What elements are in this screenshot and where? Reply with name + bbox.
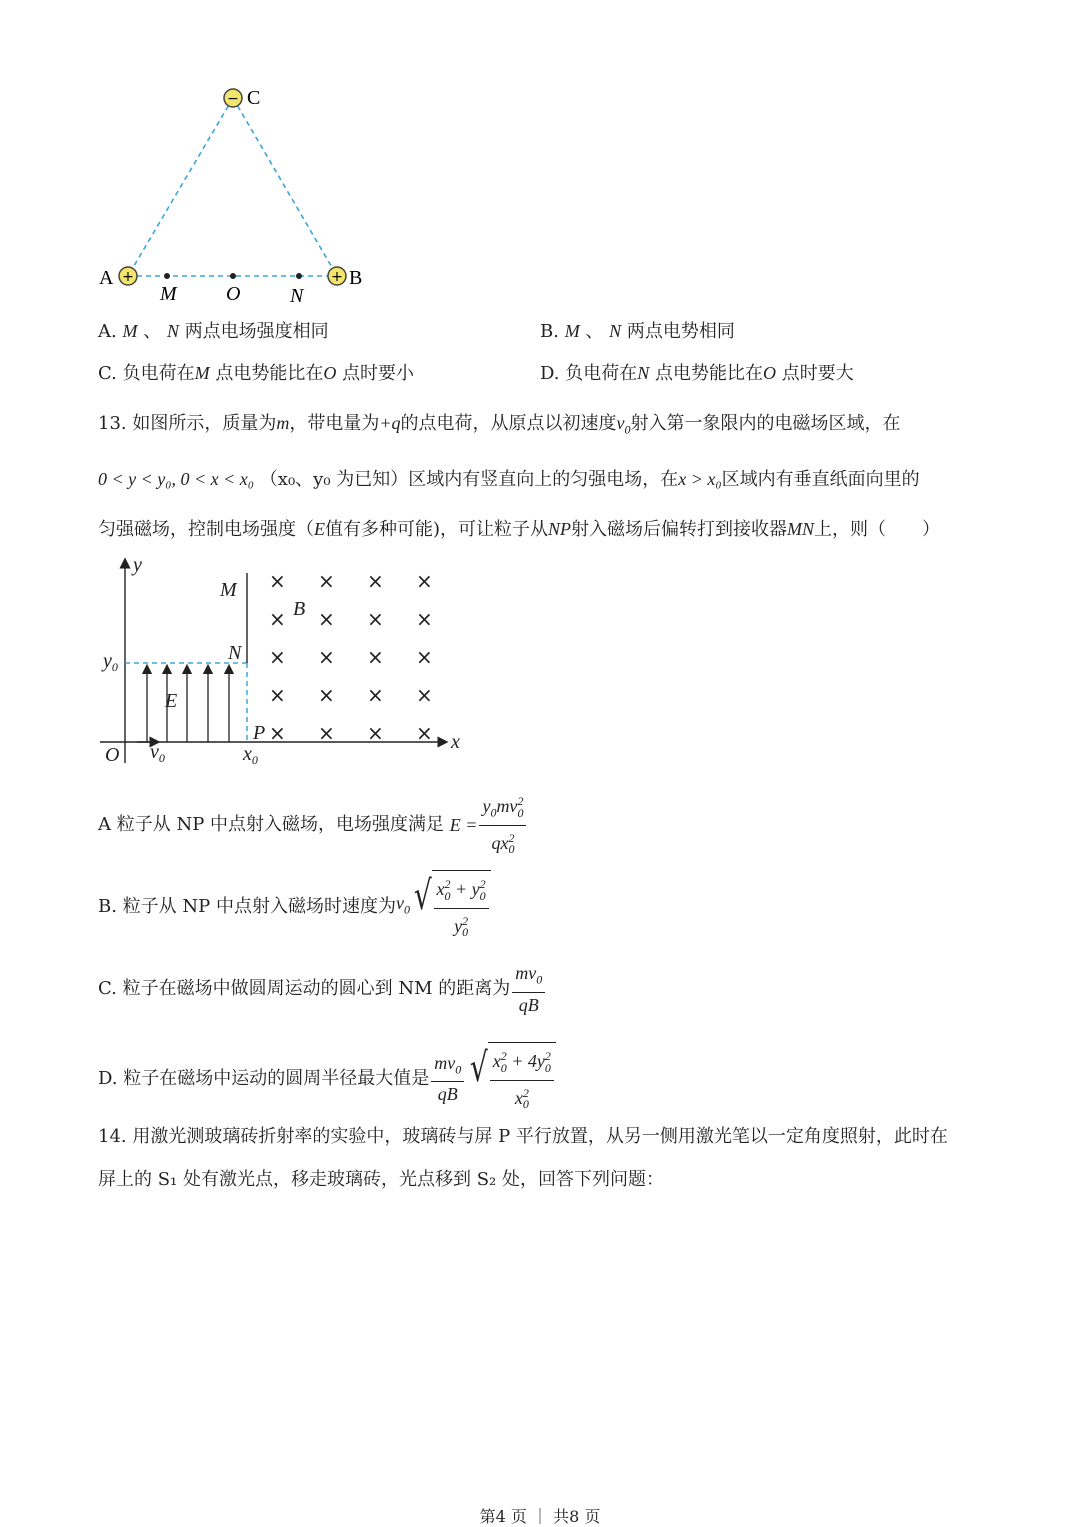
svg-text:×: × — [416, 569, 433, 593]
label-B: B — [349, 267, 363, 289]
svg-text:×: × — [416, 683, 433, 707]
option-letter: D. — [98, 1067, 118, 1089]
text: 点时要大 — [781, 363, 854, 384]
svg-text:×: × — [269, 645, 286, 669]
option-letter: C. — [98, 977, 117, 999]
text: 上，则（ ） — [814, 519, 941, 540]
text: 负电荷在 — [565, 363, 638, 384]
fraction-C: $\frac{mv_0}{qB}$ — [512, 962, 545, 1016]
condition: x > x₀ — [678, 469, 722, 489]
var: N — [166, 321, 179, 341]
var: NP — [548, 519, 572, 539]
B-field-crosses — [269, 569, 433, 745]
label-O: O — [105, 744, 120, 766]
text: 的点电荷，从原点以初速度 — [400, 413, 617, 434]
label-v0: $v_0$ — [150, 741, 165, 765]
fraction-A: $\frac{y_0mv^2_0}{qx^2_0}$ — [479, 790, 526, 860]
text: 屏上的 S₁ 处有激光点，移走玻璃砖，光点移到 S₂ 处，回答下列问题： — [98, 1169, 664, 1190]
var: O — [323, 363, 337, 383]
svg-text:×: × — [416, 721, 433, 745]
point-M — [164, 273, 170, 279]
charge-A — [119, 267, 137, 285]
option-text: 粒子在磁场中做圆周运动的圆心到 NM 的距离为 — [122, 977, 511, 999]
option-text: 粒子从 NP 中点射入磁场时速度为 — [122, 895, 396, 917]
svg-text:×: × — [367, 721, 384, 745]
page-footer — [0, 1504, 1080, 1527]
var: N — [609, 321, 622, 341]
fraction-D: $\frac{mv_0}{qB}$ — [431, 1052, 464, 1106]
svg-text:×: × — [367, 683, 384, 707]
v0-symbol: v — [616, 413, 625, 433]
label-y: y — [133, 555, 142, 576]
svg-text:×: × — [269, 721, 286, 745]
q13-line-1 — [98, 412, 901, 441]
sqrt-B: √ $\frac{x^2_0 + y^2_0}{y^2_0}$ — [410, 870, 491, 943]
svg-text:×: × — [367, 569, 384, 593]
text: ，带电量为 — [289, 413, 380, 434]
var: m — [276, 413, 290, 433]
option-letter: D. — [540, 363, 560, 384]
svg-text:×: × — [416, 607, 433, 631]
point-N — [296, 273, 302, 279]
charge-B — [328, 267, 346, 285]
text: 区域内有垂直纸面向里的 — [721, 469, 920, 490]
label-B: B — [293, 598, 306, 620]
var: N — [637, 363, 650, 383]
text: 射入磁场后偏转打到接收器 — [571, 519, 788, 540]
text: 负电荷在 — [122, 363, 195, 384]
question-number: 13. — [98, 413, 127, 434]
text: 、 — [585, 321, 604, 342]
svg-text:+: + — [122, 269, 134, 285]
condition: 0 < y < y₀, 0 < x < x₀ — [98, 469, 255, 489]
text: 如图所示，质量为 — [132, 413, 277, 434]
var: E — [314, 519, 325, 539]
svg-text:×: × — [318, 569, 335, 593]
option-letter: A — [98, 814, 111, 836]
var: M — [122, 321, 138, 341]
option-letter: B. — [540, 321, 559, 342]
label-x0: $x_0$ — [243, 743, 258, 767]
question-number: 14. — [98, 1126, 127, 1147]
label-C: C — [247, 87, 261, 109]
lhs: E = — [449, 815, 478, 836]
v0-symbol: $v_0$ — [396, 893, 410, 917]
E-field-arrows — [147, 669, 229, 742]
q13-option-D[interactable] — [98, 1042, 556, 1115]
label-y0: $y_0$ — [103, 650, 118, 674]
text: 点电势能比在 — [655, 363, 763, 384]
var: MN — [787, 519, 815, 539]
label-O: O — [226, 283, 241, 305]
label-M: M — [220, 579, 237, 601]
text: 两点电场强度相同 — [184, 321, 329, 342]
field-region-figure — [95, 555, 475, 770]
option-text: 粒子在磁场中运动的圆周半径最大值是 — [123, 1067, 430, 1089]
text: 用激光测玻璃砖折射率的实验中，玻璃砖与屏 P 平行放置，从另一侧用激光笔以一定角度照射，此时在 — [132, 1126, 948, 1147]
text: 射入第一象限内的电磁场区域，在 — [630, 413, 901, 434]
var: O — [763, 363, 776, 383]
option-letter: B. — [98, 895, 117, 917]
label-E: E — [165, 690, 178, 712]
label-M: M — [160, 283, 177, 305]
svg-text:×: × — [318, 645, 335, 669]
label-P: P — [253, 722, 266, 744]
page-number: 第4 页 ｜ 共8 页 — [479, 1507, 601, 1526]
text: 点电势能比在 — [215, 363, 324, 384]
text: 匀强磁场，控制电场强度（ — [98, 519, 314, 540]
label-x: x — [451, 731, 460, 753]
text: 点时要小 — [342, 363, 415, 384]
option-text: 粒子从 NP 中点射入磁场，电场强度满足 — [116, 814, 445, 836]
svg-text:×: × — [367, 645, 384, 669]
triangle-dashes — [128, 98, 337, 276]
svg-text:×: × — [318, 683, 335, 707]
svg-text:×: × — [269, 683, 286, 707]
text: （x₀、y₀ 为已知）区域内有竖直向上的匀强电场，在 — [259, 469, 679, 490]
q14-line-2 — [98, 1169, 664, 1191]
label-N: N — [290, 285, 304, 307]
label-A: A — [99, 267, 114, 289]
q13-line-2 — [98, 468, 920, 491]
charge-C — [224, 89, 242, 107]
var: +q — [379, 413, 401, 433]
q13-option-C[interactable] — [98, 962, 547, 1016]
q13-line-3 — [98, 518, 940, 541]
svg-text:×: × — [269, 569, 286, 593]
text: 两点电势相同 — [626, 321, 735, 342]
option-letter: A. — [98, 321, 117, 342]
var: M — [564, 321, 580, 341]
label-N: N — [228, 642, 242, 664]
svg-text:+: + — [331, 269, 343, 285]
svg-text:−: − — [227, 91, 239, 107]
svg-text:×: × — [269, 607, 286, 631]
sqrt-D: √ $\frac{x^2_0 + 4y^2_0}{x^2_0}$ — [466, 1042, 556, 1115]
text: 值有多种可能)，可让粒子从 — [325, 519, 549, 540]
sub: 0 — [624, 422, 631, 437]
text: 、 — [143, 321, 162, 342]
q14-line-1 — [98, 1126, 948, 1148]
q13-option-B[interactable] — [98, 870, 491, 943]
var: M — [194, 363, 210, 383]
q12-option-C[interactable] — [98, 362, 414, 385]
svg-text:×: × — [318, 721, 335, 745]
option-letter: C. — [98, 363, 117, 384]
q12-option-B[interactable] — [540, 320, 735, 343]
charges-triangle-figure — [90, 80, 390, 310]
svg-text:×: × — [318, 607, 335, 631]
q12-option-D[interactable] — [540, 362, 854, 385]
svg-text:×: × — [367, 607, 384, 631]
q12-option-A[interactable] — [98, 320, 329, 343]
point-O — [230, 273, 236, 279]
svg-text:×: × — [416, 645, 433, 669]
q13-option-A[interactable] — [98, 790, 528, 860]
